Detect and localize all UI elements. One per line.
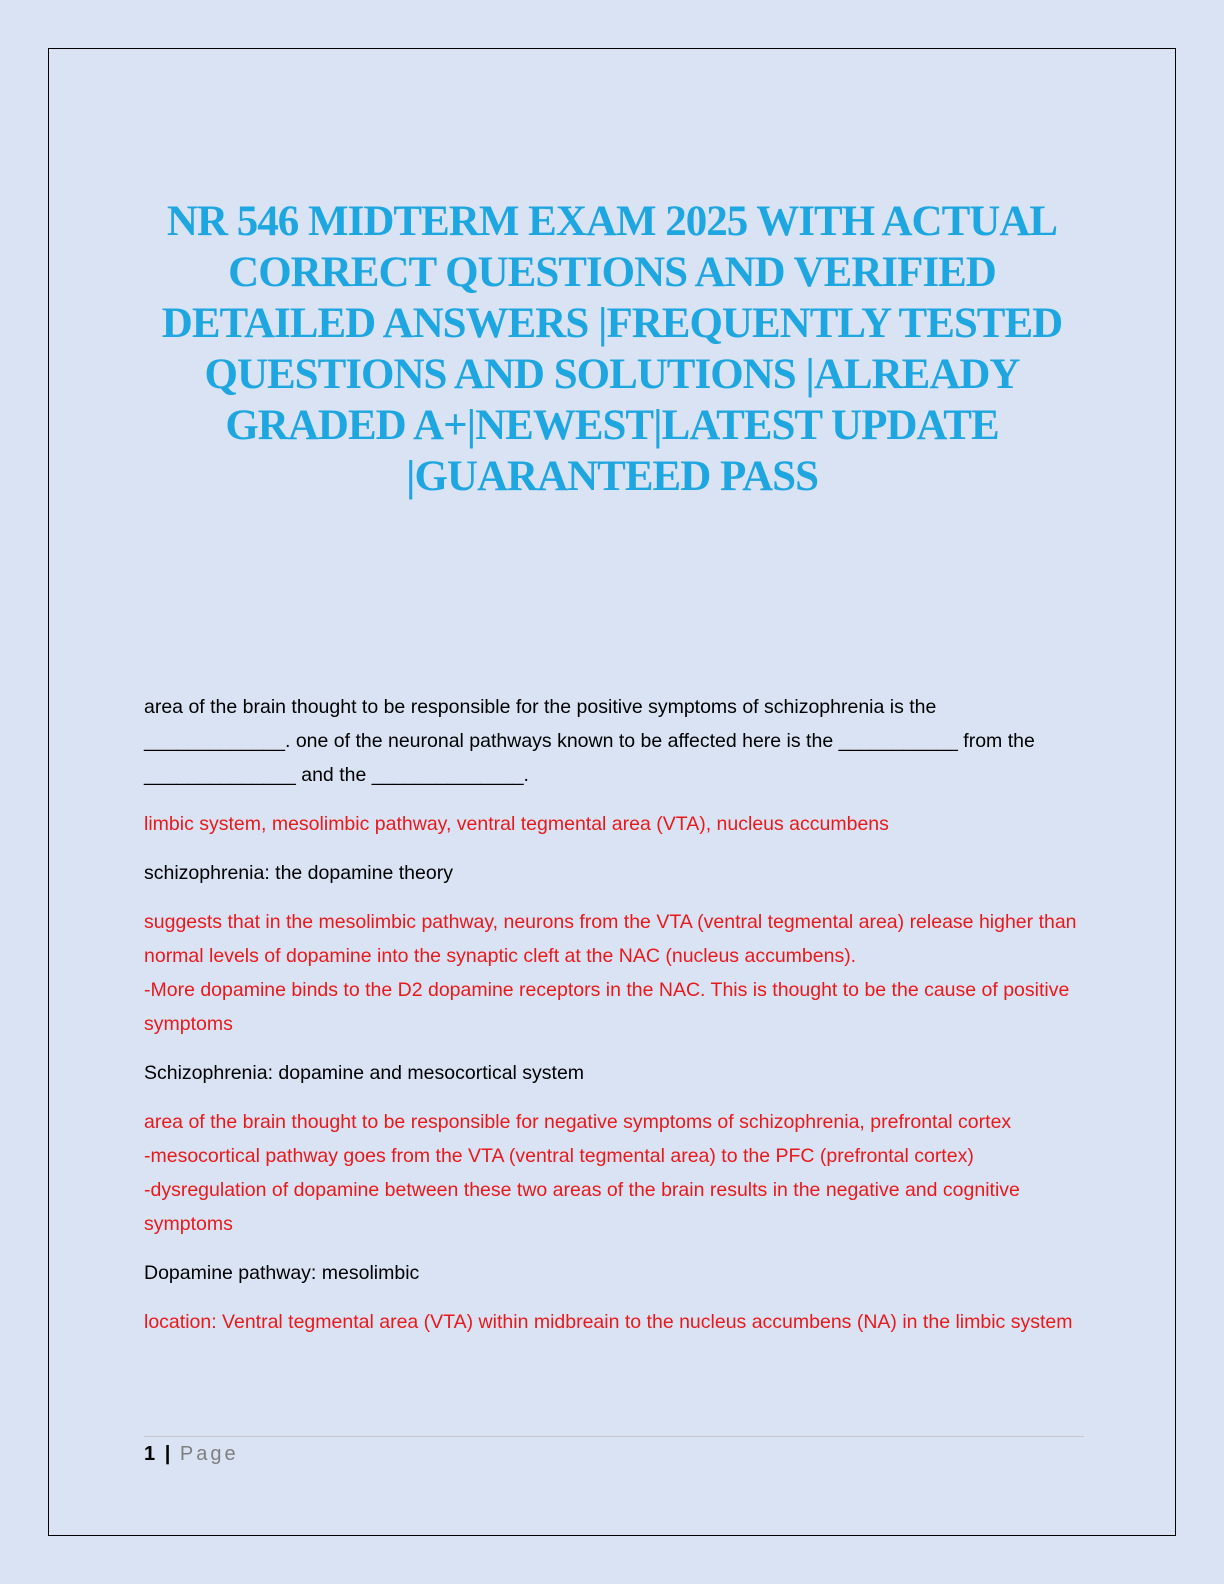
question-text: Dopamine pathway: mesolimbic (144, 1262, 420, 1284)
answer-block (144, 807, 1084, 841)
answer-line: -mesocortical pathway goes from the VTA (ventral tegmental area) to the PFC (prefrontal cortex) (144, 1145, 974, 1167)
page-label: Page (179, 1443, 239, 1465)
document-title: NR 546 MIDTERM EXAM 2025 WITH ACTUAL CORRECT QUESTIONS AND VERIFIED DETAILED ANSWERS |FREQUENTLY TESTED QUESTIONS AND SOLUTIONS |ALREADY GRADED A+|NEWEST|LATEST UPDATE |GUARANTEED PASS (161, 198, 1063, 500)
question-text: area of the brain thought to be responsible for the positive symptoms of schizophrenia is the _____________. one of the neuronal pathways known to be affected here is the ___________ from the ______________ and the ______________. (144, 696, 1035, 786)
answer-line: -dysregulation of dopamine between these two areas of the brain results in the negative and cognitive symptoms (144, 1179, 1020, 1235)
answer-line: suggests that in the mesolimbic pathway, neurons from the VTA (ventral tegmental area) release higher than normal levels of dopamine into the synaptic cleft at the NAC (nucleus accumbens). (144, 911, 1077, 967)
answer-line: area of the brain thought to be responsible for negative symptoms of schizophrenia, prefrontal cortex (144, 1111, 1012, 1133)
footer-divider (144, 1436, 1084, 1437)
footer-separator: | (164, 1443, 171, 1465)
answer-line: location: Ventral tegmental area (VTA) within midbreain to the nucleus accumbens (NA) in the limbic system (144, 1311, 1073, 1333)
page-number: 1 (144, 1443, 156, 1465)
answer-block (144, 1305, 1084, 1339)
answer-block (144, 905, 1084, 1041)
answer-line: limbic system, mesolimbic pathway, ventral tegmental area (VTA), nucleus accumbens (144, 813, 889, 835)
page-footer (144, 1442, 239, 1466)
answer-line: -More dopamine binds to the D2 dopamine receptors in the NAC. This is thought to be the cause of positive symptoms (144, 979, 1070, 1035)
question-text: schizophrenia: the dopamine theory (144, 862, 453, 884)
question-text: Schizophrenia: dopamine and mesocortical system (144, 1062, 585, 1084)
document-body (144, 690, 1084, 1354)
answer-block (144, 1105, 1084, 1241)
